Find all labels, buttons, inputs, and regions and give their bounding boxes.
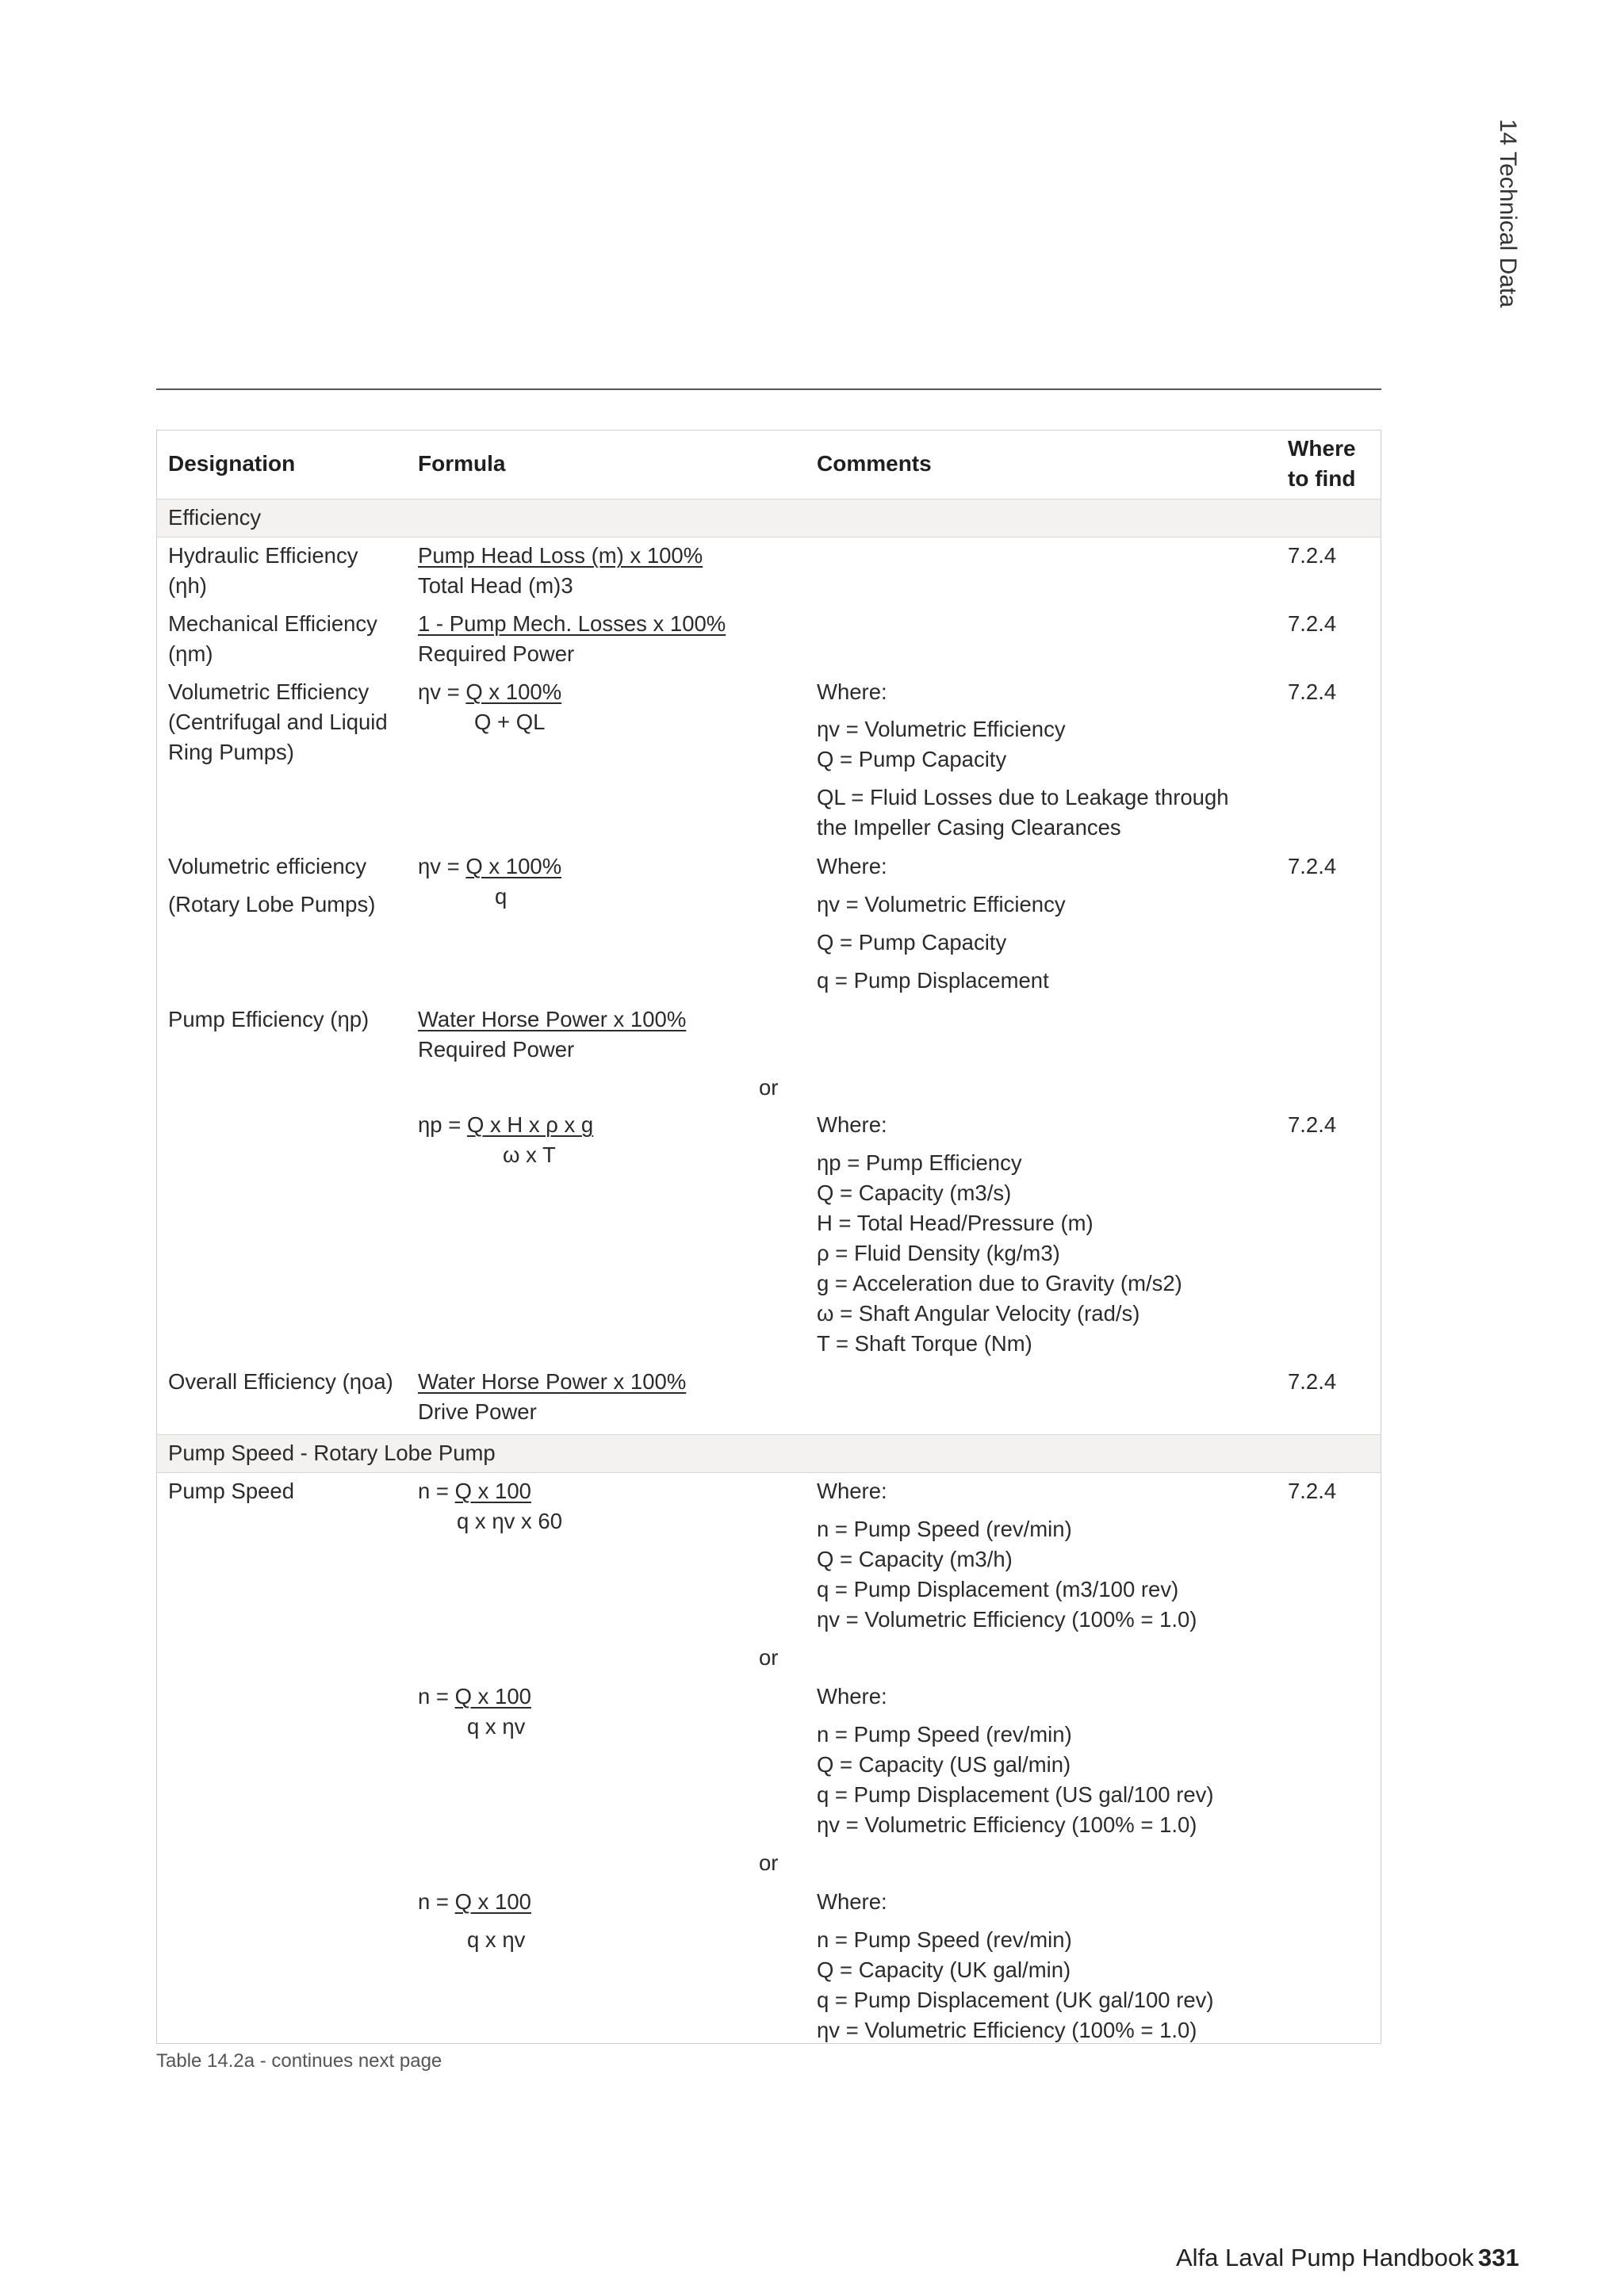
mechanical-ref: 7.2.4 xyxy=(1288,611,1337,636)
section-pump-speed-label: Pump Speed - Rotary Lobe Pump xyxy=(168,1441,496,1465)
section-divider xyxy=(157,537,1381,538)
pump-speed-comment-b: Q = Capacity (US gal/min) xyxy=(817,1752,1071,1777)
pump-efficiency-comment: Where: xyxy=(817,1112,887,1137)
formula-table xyxy=(156,430,1381,2044)
page-number: 331 xyxy=(1478,2244,1519,2271)
pump-speed-formula-a xyxy=(418,1476,558,1506)
pump-efficiency-comment: g = Acceleration due to Gravity (m/s2) xyxy=(817,1271,1182,1295)
pump-efficiency-formula-denominator: Required Power xyxy=(418,1037,575,1062)
section-divider xyxy=(157,1434,1381,1435)
pump-efficiency-formula-alt xyxy=(418,1110,593,1140)
pump-efficiency-comment: T = Shaft Torque (Nm) xyxy=(817,1331,1032,1356)
pump-speed-comment-b: Where: xyxy=(817,1684,887,1709)
chapter-side-label xyxy=(1491,119,1522,325)
or-separator: or xyxy=(759,1850,779,1875)
formula-lhs: ηv = xyxy=(418,679,466,704)
overall-efficiency-formula-denominator: Drive Power xyxy=(418,1399,537,1424)
pump-speed-formula-b-denominator: q x ηv xyxy=(467,1714,526,1739)
formula-lhs: ηv = xyxy=(418,854,466,878)
pump-efficiency-designation: Pump Efficiency (ηp) xyxy=(168,1007,370,1031)
pump-efficiency-comment: ηp = Pump Efficiency xyxy=(817,1150,1022,1175)
top-rule xyxy=(156,388,1381,390)
volumetric-centrifugal-designation: (Centrifugal and Liquid xyxy=(168,710,388,734)
header-designation: Designation xyxy=(168,451,296,476)
pump-efficiency-formula-numerator: Water Horse Power x 100% xyxy=(418,1007,687,1031)
table-caption: Table 14.2a - continues next page xyxy=(156,2050,442,2072)
volumetric-lobe-comment: Where: xyxy=(817,854,887,878)
pump-speed-comment-c: n = Pump Speed (rev/min) xyxy=(817,1927,1072,1952)
hydraulic-formula-denominator: Total Head (m)3 xyxy=(418,573,573,598)
formula-lhs: n = xyxy=(418,1479,455,1503)
pump-speed-comment-c: Where: xyxy=(817,1889,887,1914)
volumetric-centrifugal-comment: Where: xyxy=(817,679,887,704)
volumetric-centrifugal-comment: the Impeller Casing Clearances xyxy=(817,815,1121,840)
volumetric-centrifugal-comment: Q = Pump Capacity xyxy=(817,747,1007,771)
formula-numerator: Q x 100% xyxy=(465,854,562,878)
formula-numerator: Q x 100 xyxy=(454,1479,531,1503)
pump-speed-formula-c xyxy=(418,1887,531,1917)
pump-speed-ref: 7.2.4 xyxy=(1288,1479,1337,1503)
pump-efficiency-ref: 7.2.4 xyxy=(1288,1112,1337,1137)
volumetric-centrifugal-designation: Ring Pumps) xyxy=(168,740,294,764)
formula-numerator: Q x 100 xyxy=(454,1889,531,1914)
pump-speed-comment-a: Where: xyxy=(817,1479,887,1503)
header-where-line1: Where xyxy=(1288,436,1356,461)
volumetric-lobe-comment: Q = Pump Capacity xyxy=(817,930,1007,955)
overall-efficiency-formula-numerator: Water Horse Power x 100% xyxy=(418,1369,687,1394)
volumetric-centrifugal-formula-denominator: Q + QL xyxy=(474,710,546,734)
pump-speed-formula-c-denominator: q x ηv xyxy=(467,1927,526,1952)
header-comments: Comments xyxy=(817,451,932,476)
pump-speed-comment-a: ηv = Volumetric Efficiency (100% = 1.0) xyxy=(817,1607,1197,1632)
pump-speed-comment-c: ηv = Volumetric Efficiency (100% = 1.0) xyxy=(817,2018,1197,2042)
chapter-title: 14 Technical Data xyxy=(1495,119,1521,308)
volumetric-lobe-comment: q = Pump Displacement xyxy=(817,968,1049,993)
mechanical-formula-numerator: 1 - Pump Mech. Losses x 100% xyxy=(418,611,726,636)
or-separator: or xyxy=(759,1075,779,1100)
formula-lhs: n = xyxy=(418,1889,455,1914)
mechanical-designation: Mechanical Efficiency xyxy=(168,611,377,636)
formula-lhs: n = xyxy=(418,1684,455,1709)
hydraulic-designation-symbol: (ηh) xyxy=(168,573,207,598)
hydraulic-designation: Hydraulic Efficiency xyxy=(168,543,358,568)
volumetric-lobe-formula xyxy=(418,851,561,882)
pump-efficiency-formula-alt-denominator: ω x T xyxy=(503,1142,556,1167)
volumetric-centrifugal-formula xyxy=(418,677,561,707)
formula-lhs: ηp = xyxy=(418,1112,467,1137)
pump-efficiency-comment: H = Total Head/Pressure (m) xyxy=(817,1211,1094,1235)
section-band-efficiency xyxy=(157,499,1381,537)
volumetric-centrifugal-ref: 7.2.4 xyxy=(1288,679,1337,704)
section-efficiency-label: Efficiency xyxy=(168,505,262,530)
volumetric-lobe-formula-denominator: q xyxy=(495,884,508,909)
pump-speed-formula-b xyxy=(418,1682,531,1712)
volumetric-lobe-designation: (Rotary Lobe Pumps) xyxy=(168,892,376,916)
pump-speed-designation: Pump Speed xyxy=(168,1479,294,1503)
pump-speed-comment-a: Q = Capacity (m3/h) xyxy=(817,1547,1013,1571)
volumetric-lobe-designation: Volumetric efficiency xyxy=(168,854,367,878)
pump-speed-formula-a-denominator: q x ηv x 60 xyxy=(457,1509,562,1533)
section-divider xyxy=(157,1472,1381,1473)
pump-efficiency-comment: ρ = Fluid Density (kg/m3) xyxy=(817,1241,1060,1265)
volumetric-lobe-comment: ηv = Volumetric Efficiency xyxy=(817,892,1066,916)
pump-speed-comment-b: n = Pump Speed (rev/min) xyxy=(817,1722,1072,1747)
pump-speed-comment-c: Q = Capacity (UK gal/min) xyxy=(817,1957,1071,1982)
mechanical-formula-denominator: Required Power xyxy=(418,641,575,666)
footer-handbook-title: Alfa Laval Pump Handbook xyxy=(1176,2244,1474,2271)
formula-numerator: Q x H x ρ x g xyxy=(466,1112,594,1137)
overall-efficiency-ref: 7.2.4 xyxy=(1288,1369,1337,1394)
hydraulic-ref: 7.2.4 xyxy=(1288,543,1337,568)
pump-efficiency-comment: Q = Capacity (m3/s) xyxy=(817,1181,1012,1205)
volumetric-lobe-ref: 7.2.4 xyxy=(1288,854,1337,878)
or-separator: or xyxy=(759,1645,779,1670)
pump-efficiency-comment: ω = Shaft Angular Velocity (rad/s) xyxy=(817,1301,1140,1326)
volumetric-centrifugal-designation: Volumetric Efficiency xyxy=(168,679,370,704)
pump-speed-comment-a: n = Pump Speed (rev/min) xyxy=(817,1517,1072,1541)
formula-numerator: Q x 100% xyxy=(465,679,562,704)
volumetric-centrifugal-comment: QL = Fluid Losses due to Leakage through xyxy=(817,785,1229,809)
pump-speed-comment-a: q = Pump Displacement (m3/100 rev) xyxy=(817,1577,1179,1601)
overall-efficiency-designation: Overall Efficiency (ηoa) xyxy=(168,1369,393,1394)
volumetric-centrifugal-comment: ηv = Volumetric Efficiency xyxy=(817,717,1066,741)
pump-speed-comment-c: q = Pump Displacement (UK gal/100 rev) xyxy=(817,1988,1214,2012)
pump-speed-comment-b: q = Pump Displacement (US gal/100 rev) xyxy=(817,1782,1214,1807)
header-where-line2: to find xyxy=(1288,466,1356,491)
pump-speed-comment-b: ηv = Volumetric Efficiency (100% = 1.0) xyxy=(817,1812,1197,1837)
hydraulic-formula-numerator: Pump Head Loss (m) x 100% xyxy=(418,543,703,568)
formula-numerator: Q x 100 xyxy=(454,1684,531,1709)
mechanical-designation-symbol: (ηm) xyxy=(168,641,213,666)
header-formula: Formula xyxy=(418,451,506,476)
